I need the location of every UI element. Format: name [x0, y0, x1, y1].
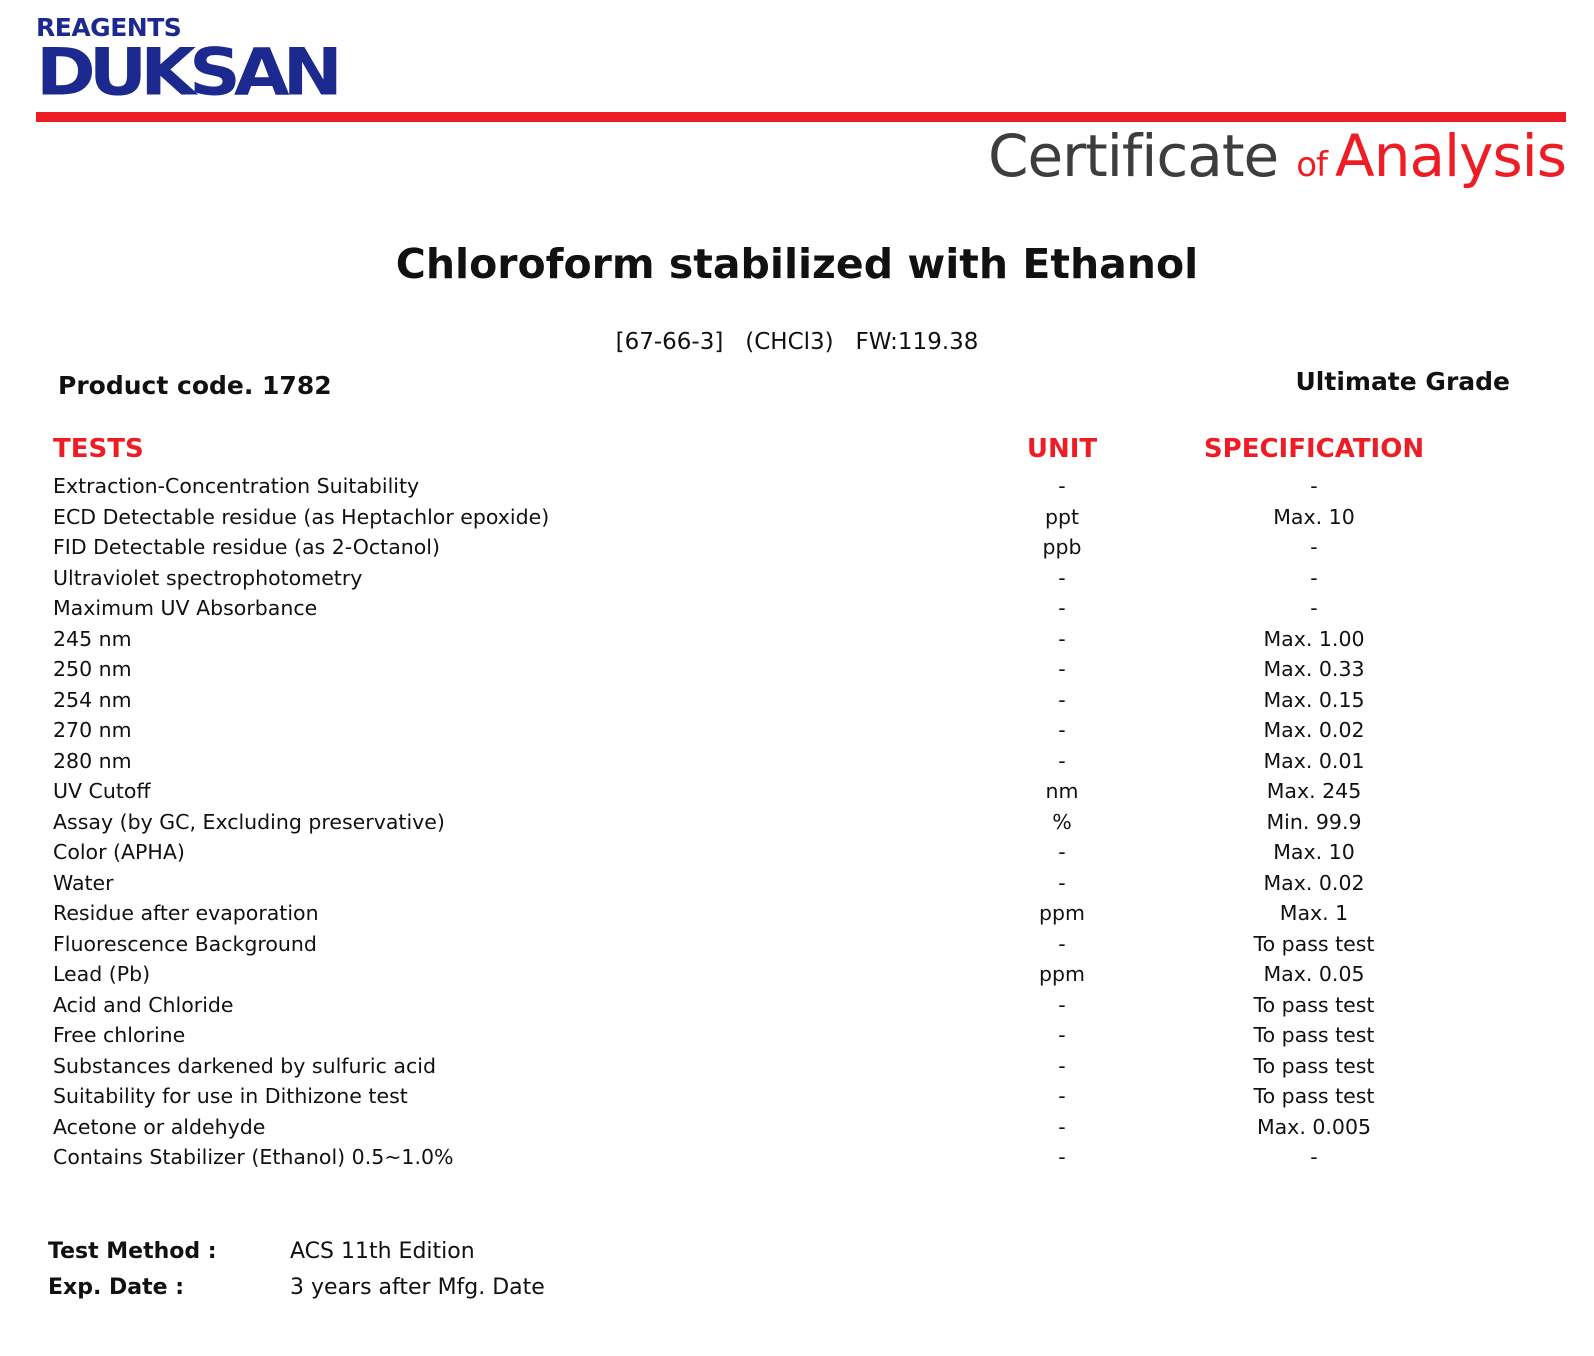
test-name-cell: Lead (Pb)	[53, 962, 151, 986]
table-row	[0, 502, 1594, 533]
table-row	[0, 1020, 1594, 1051]
test-name-cell: Free chlorine	[53, 1023, 186, 1047]
title-analysis: Analysis	[1335, 122, 1566, 190]
unit-cell: -	[1058, 565, 1066, 590]
unit-cell: -	[1058, 474, 1066, 498]
table-row	[0, 1142, 1594, 1173]
document-title	[988, 124, 1566, 197]
table-row	[0, 776, 1594, 807]
product-identifiers: [67-66-3] (CHCl3) FW:119.38	[615, 329, 979, 355]
table-row	[0, 929, 1594, 960]
product-name: Chloroform stabilized with Ethanol	[395, 240, 1199, 288]
table-row	[0, 746, 1594, 777]
specification-cell: Max. 0.05	[1263, 962, 1365, 986]
specification-cell: To pass test	[1253, 931, 1375, 956]
exp-date-label: Exp. Date :	[48, 1275, 184, 1300]
logo-reagents-text: REAGENTS	[36, 13, 182, 42]
test-method-label: Test Method :	[48, 1239, 217, 1264]
table-row	[0, 654, 1594, 685]
column-header-specification: SPECIFICATION	[1203, 434, 1425, 464]
unit-cell: ppt	[1044, 504, 1080, 529]
unit-cell: -	[1058, 1114, 1066, 1139]
unit-cell: -	[1058, 870, 1066, 895]
table-row	[0, 807, 1594, 838]
table-row	[0, 1081, 1594, 1112]
specification-cell: Max. 1.00	[1263, 626, 1365, 651]
specification-cell: -	[1310, 1145, 1318, 1169]
unit-cell: -	[1058, 840, 1066, 864]
title-certificate: Certificate	[987, 122, 1279, 190]
table-row	[0, 563, 1594, 594]
test-name-cell: Acetone or aldehyde	[53, 1114, 266, 1139]
specification-cell: -	[1310, 565, 1318, 590]
unit-cell: -	[1058, 992, 1066, 1017]
specification-cell: -	[1310, 596, 1318, 620]
specification-cell: Max. 0.02	[1263, 870, 1365, 895]
table-row	[0, 837, 1594, 868]
specification-cell: Max. 10	[1273, 840, 1355, 864]
specification-cell: -	[1310, 474, 1318, 498]
test-name-cell: Contains Stabilizer (Ethanol) 0.5~1.0%	[53, 1145, 454, 1169]
specification-cell: Max. 0.005	[1256, 1114, 1372, 1139]
unit-cell: -	[1058, 687, 1066, 712]
unit-cell: ppm	[1039, 962, 1085, 986]
test-name-cell: Extraction-Concentration Suitability	[53, 474, 420, 498]
table-row	[0, 1112, 1594, 1143]
test-name-cell: Assay (by GC, Excluding preservative)	[53, 809, 445, 834]
product-code: Product code. 1782	[58, 371, 332, 400]
unit-cell: -	[1058, 718, 1066, 742]
unit-cell: -	[1058, 1145, 1066, 1169]
specification-cell: Min. 99.9	[1266, 809, 1362, 834]
product-grade: Ultimate Grade	[1295, 367, 1510, 396]
logo-brand-name: DUKSAN	[36, 34, 336, 110]
test-name-cell: FID Detectable residue (as 2-Octanol)	[53, 535, 440, 559]
unit-cell: -	[1058, 931, 1066, 956]
test-name-cell: 254 nm	[53, 687, 132, 712]
specification-cell: Max. 0.33	[1263, 657, 1365, 681]
specification-cell: To pass test	[1253, 1053, 1375, 1078]
test-name-cell: Ultraviolet spectrophotometry	[53, 565, 363, 590]
table-row	[0, 685, 1594, 716]
test-name-cell: Fluorescence Background	[53, 931, 317, 956]
specification-table	[0, 471, 1594, 1173]
test-name-cell: 280 nm	[53, 748, 132, 773]
column-header-tests: TESTS	[53, 434, 144, 464]
title-of: of	[1296, 145, 1328, 185]
table-row	[0, 715, 1594, 746]
test-name-cell: Acid and Chloride	[53, 992, 234, 1017]
unit-cell: -	[1058, 1084, 1066, 1108]
table-row	[0, 624, 1594, 655]
column-header-unit: UNIT	[1026, 434, 1098, 464]
unit-cell: nm	[1045, 779, 1079, 803]
specification-cell: Max. 1	[1279, 901, 1349, 925]
unit-cell: %	[1052, 809, 1072, 834]
test-name-cell: Suitability for use in Dithizone test	[53, 1084, 408, 1108]
unit-cell: -	[1058, 596, 1066, 620]
table-row	[0, 593, 1594, 624]
specification-cell: Max. 245	[1266, 779, 1362, 803]
table-row	[0, 898, 1594, 929]
specification-cell: To pass test	[1253, 1023, 1375, 1047]
specification-cell: To pass test	[1253, 1084, 1375, 1108]
test-name-cell: Water	[53, 870, 114, 895]
unit-cell: -	[1058, 1023, 1066, 1047]
test-name-cell: Maximum UV Absorbance	[53, 596, 318, 620]
unit-cell: -	[1058, 1053, 1066, 1078]
table-row	[0, 532, 1594, 563]
exp-date-value: 3 years after Mfg. Date	[290, 1275, 545, 1300]
unit-cell: ppm	[1039, 901, 1085, 925]
specification-cell: Max. 0.15	[1263, 687, 1365, 712]
unit-cell: -	[1058, 657, 1066, 681]
unit-cell: -	[1058, 748, 1066, 773]
test-name-cell: 250 nm	[53, 657, 132, 681]
table-row	[0, 1051, 1594, 1082]
header-divider	[36, 112, 1566, 122]
table-row	[0, 471, 1594, 502]
specification-cell: To pass test	[1253, 992, 1375, 1017]
table-row	[0, 959, 1594, 990]
test-name-cell: ECD Detectable residue (as Heptachlor epoxide)	[53, 504, 550, 529]
specification-cell: Max. 0.01	[1263, 748, 1365, 773]
specification-cell: Max. 10	[1273, 504, 1355, 529]
table-row	[0, 868, 1594, 899]
test-name-cell: 270 nm	[53, 718, 132, 742]
duksan-logo	[36, 13, 336, 110]
test-name-cell: Substances darkened by sulfuric acid	[53, 1053, 436, 1078]
test-method-value: ACS 11th Edition	[290, 1239, 475, 1264]
specification-cell: Max. 0.02	[1263, 718, 1365, 742]
unit-cell: -	[1058, 626, 1066, 651]
unit-cell: ppb	[1042, 535, 1082, 559]
specification-cell: -	[1310, 535, 1318, 559]
test-name-cell: Residue after evaporation	[53, 901, 319, 925]
test-name-cell: UV Cutoff	[53, 779, 151, 803]
test-name-cell: 245 nm	[53, 626, 132, 651]
table-row	[0, 990, 1594, 1021]
test-name-cell: Color (APHA)	[53, 840, 185, 864]
